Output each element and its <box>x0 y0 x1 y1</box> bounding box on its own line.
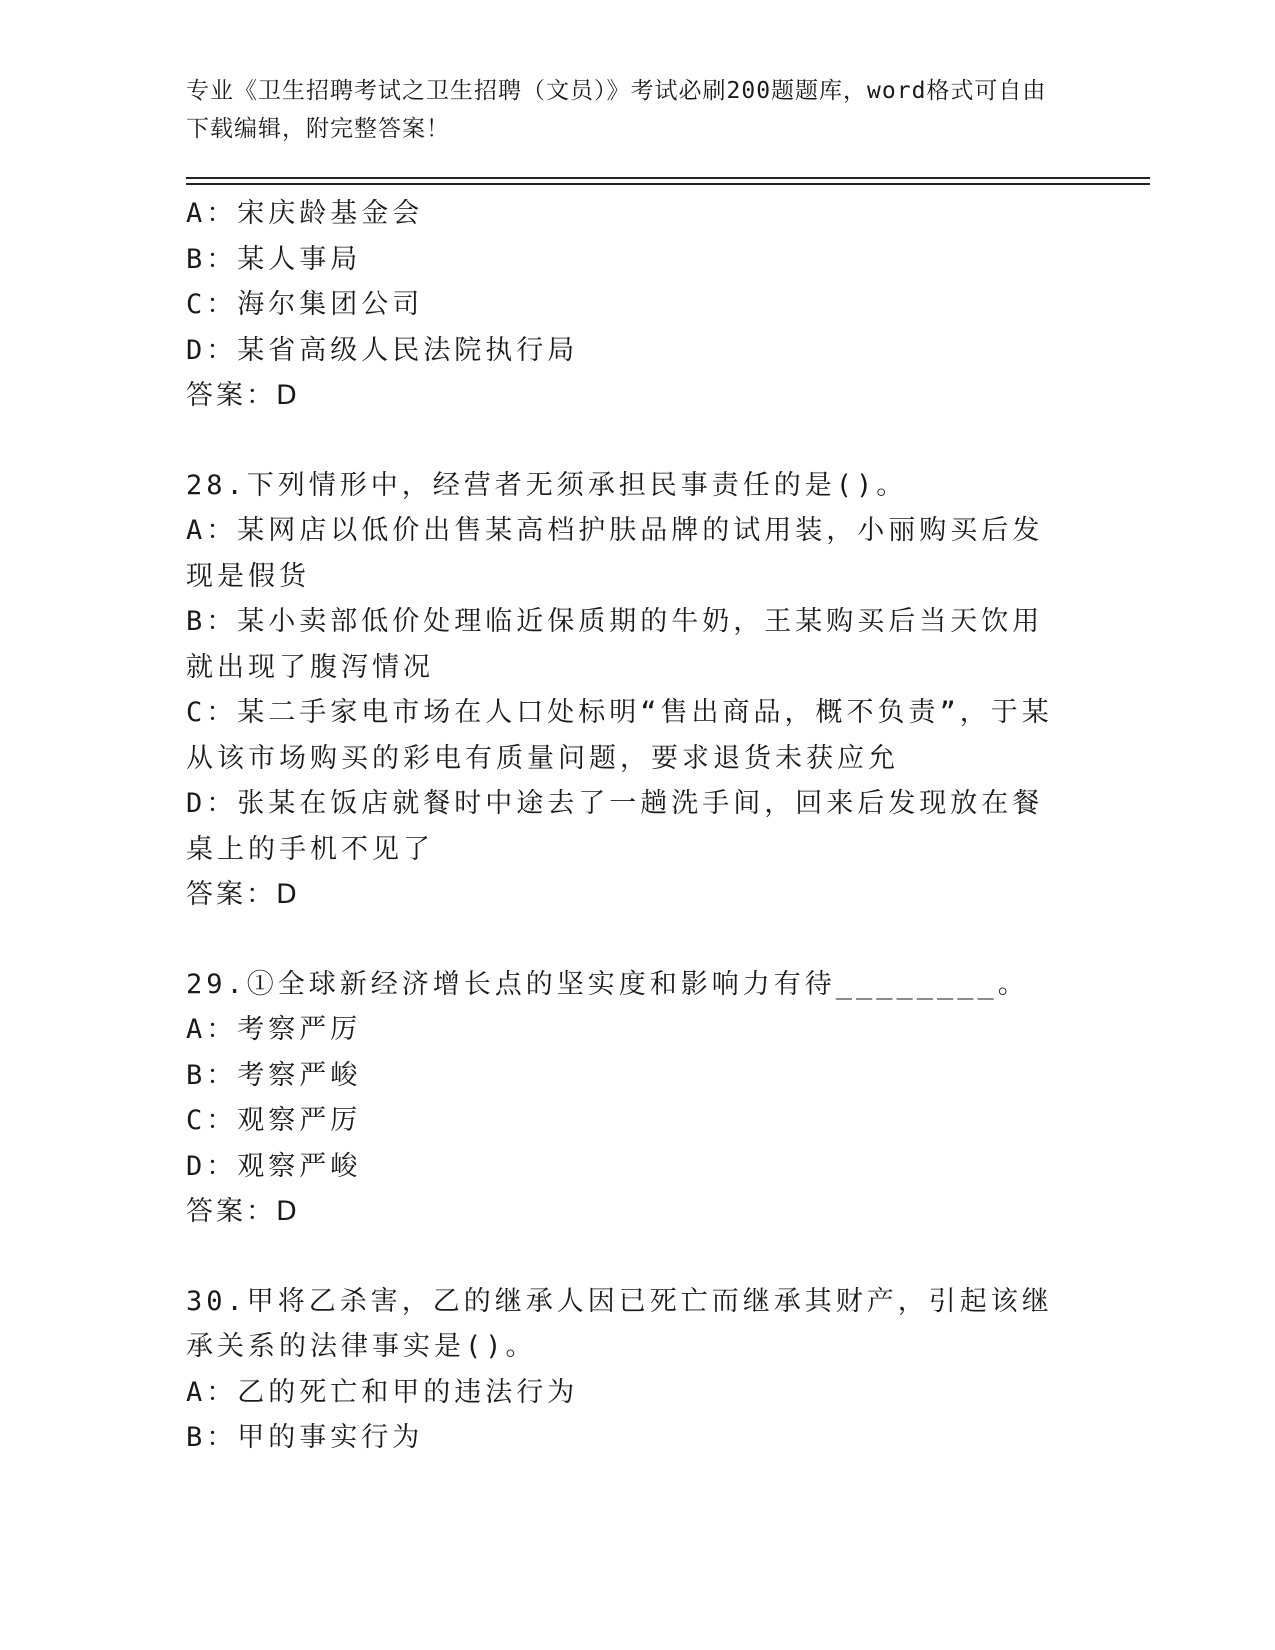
question-text: 29.①全球新经济增长点的坚实度和影响力有待________。 <box>186 968 1029 1000</box>
option-b: B：甲的事实行为 <box>186 1422 424 1453</box>
option-a: A：乙的死亡和甲的违法行为 <box>186 1376 579 1408</box>
spacer <box>186 918 1066 962</box>
answer: 答案：D <box>186 879 300 910</box>
option-a: A：考察严厉 <box>186 1014 362 1045</box>
question-list <box>186 191 1066 1461</box>
option-b: B：考察严峻 <box>186 1059 362 1091</box>
option-b: B：某人事局 <box>186 243 362 275</box>
option-a: A：宋庆龄基金会 <box>186 198 424 229</box>
document-header <box>186 72 1066 148</box>
header-text: 专业《卫生招聘考试之卫生招聘（文员）》考试必刷200题题库，word格式可自由下载编辑，附完整答案！ <box>186 78 1047 142</box>
answer: 答案：D <box>186 1196 300 1227</box>
answer: 答案：D <box>186 380 300 411</box>
question-text: 28.下列情形中，经营者无须承担民事责任的是()。 <box>186 469 908 501</box>
option-d: D：观察严峻 <box>186 1150 362 1182</box>
question-text: 30.甲将乙杀害，乙的继承人因已死亡而继承其财产，引起该继承关系的法律事实是()。 <box>186 1285 1053 1362</box>
spacer <box>186 419 1066 463</box>
question-30 <box>186 1279 1066 1461</box>
header-rule-top <box>186 177 1150 179</box>
option-c: C：某二手家电市场在人口处标明“售出商品，概不负责”，于某从该市场购买的彩电有质量问题，要求退货未获应允 <box>186 697 1053 774</box>
option-a: A：某网店以低价出售某高档护肤品牌的试用装，小丽购买后发现是假货 <box>186 515 1044 592</box>
header-rule-bottom <box>186 183 1150 185</box>
spacer <box>186 1235 1066 1279</box>
option-c: C：海尔集团公司 <box>186 289 424 320</box>
option-d: D：某省高级人民法院执行局 <box>186 334 579 366</box>
option-b: B：某小卖部低价处理临近保质期的牛奶，王某购买后当天饮用就出现了腹泻情况 <box>186 606 1044 683</box>
question-27 <box>186 191 1066 419</box>
question-29 <box>186 962 1066 1235</box>
question-28 <box>186 463 1066 918</box>
option-c: C：观察严厉 <box>186 1105 362 1136</box>
option-d: D：张某在饭店就餐时中途去了一趟洗手间，回来后发现放在餐桌上的手机不见了 <box>186 788 1044 865</box>
